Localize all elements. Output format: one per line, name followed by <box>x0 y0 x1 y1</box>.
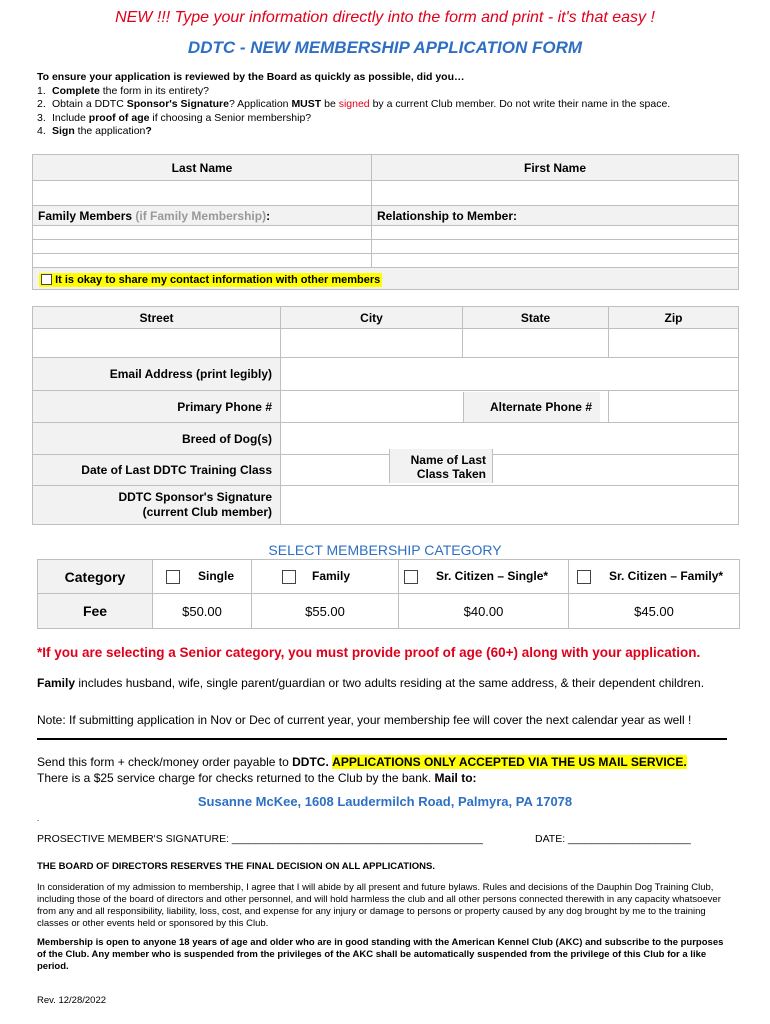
primary-phone-field[interactable] <box>281 391 609 423</box>
breed-field[interactable] <box>281 423 739 455</box>
primary-phone-input[interactable] <box>281 392 463 422</box>
intro-heading: To ensure your application is reviewed by the Board as quickly as possible, did you… <box>37 71 465 83</box>
alternate-phone-field[interactable] <box>609 391 739 423</box>
email-label: Email Address (print legibly) <box>33 358 281 391</box>
zip-header: Zip <box>609 307 739 329</box>
first-name-header: First Name <box>372 155 739 181</box>
membership-heading: SELECT MEMBERSHIP CATEGORY <box>268 542 502 558</box>
last-class-name-field[interactable] <box>493 455 738 485</box>
last-name-header: Last Name <box>33 155 372 181</box>
checkbox-single[interactable] <box>166 570 180 584</box>
revision-date: Rev. 12/28/2022 <box>37 995 107 1006</box>
checkbox-family[interactable] <box>282 570 296 584</box>
mailing-address: Susanne McKee, 1608 Laudermilch Road, Palmyra, PA 17078 <box>197 794 573 809</box>
share-contact-row <box>33 268 739 290</box>
date-line[interactable]: DATE: _____________________ <box>535 833 691 845</box>
breed-label: Breed of Dog(s) <box>33 423 281 455</box>
alternate-phone-label: Alternate Phone # <box>463 392 600 422</box>
nov-dec-note: Note: If submitting application in Nov or Dec of current year, your membership fee will cover the next calendar year as well ! <box>37 713 692 727</box>
intro-item-4: 4. Sign the application? <box>37 125 152 137</box>
last-class-row <box>281 455 739 486</box>
eligibility-text: Membership is open to anyone 18 years of age and older who are in good standing with the American Kennel Club (AKC) and subscribe to the purposes of the Club. Any member who is suspended from the privileges of the AKC shall be automatically suspended from the privilege of this Club for a like period. <box>37 937 724 972</box>
intro-checklist <box>37 71 670 139</box>
membership-table <box>37 559 740 629</box>
family-member-field[interactable] <box>33 226 372 240</box>
fee-label: Fee <box>38 594 153 629</box>
share-contact-label[interactable]: It is okay to share my contact information with other members <box>39 273 382 287</box>
street-field[interactable] <box>33 329 281 358</box>
option-sr-family[interactable]: Sr. Citizen – Family* <box>569 560 740 594</box>
city-field[interactable] <box>281 329 463 358</box>
sponsor-signature-field[interactable] <box>281 486 739 525</box>
family-member-field[interactable] <box>33 254 372 268</box>
option-single[interactable]: Single <box>153 560 252 594</box>
street-header: Street <box>33 307 281 329</box>
state-header: State <box>463 307 609 329</box>
name-table <box>32 154 739 290</box>
fee-sr-single: $40.00 <box>399 594 569 629</box>
option-family[interactable]: Family <box>252 560 399 594</box>
state-field[interactable] <box>463 329 609 358</box>
family-member-field[interactable] <box>33 240 372 254</box>
last-class-date-label: Date of Last DDTC Training Class <box>33 455 281 486</box>
option-sr-single[interactable]: Sr. Citizen – Single* <box>399 560 569 594</box>
first-name-field[interactable] <box>372 181 739 206</box>
intro-item-3: 3. Include proof of age if choosing a Senior membership? <box>37 111 312 124</box>
last-name-field[interactable] <box>33 181 372 206</box>
last-class-date-field[interactable] <box>281 455 389 485</box>
form-title: DDTC - NEW MEMBERSHIP APPLICATION FORM <box>187 38 583 57</box>
zip-field[interactable] <box>609 329 739 358</box>
family-members-header: Family Members (if Family Membership): <box>33 206 372 226</box>
fee-single: $50.00 <box>153 594 252 629</box>
relationship-field[interactable] <box>372 254 739 268</box>
primary-phone-label: Primary Phone # <box>33 391 281 423</box>
address-table <box>32 306 739 525</box>
senior-proof-note: *If you are selecting a Senior category, you must provide proof of age (60+) along with your application. <box>37 645 701 660</box>
intro-item-1: 1. Complete the form in its entirety? <box>37 84 209 97</box>
relationship-field[interactable] <box>372 240 739 254</box>
checkbox-sr-family[interactable] <box>577 570 591 584</box>
intro-item-2: 2. Obtain a DDTC Sponsor's Signature? Application MUST be signed by a current Club member. Do not write their name in the space. <box>37 98 671 110</box>
dot: . <box>37 814 40 823</box>
checkbox-sr-single[interactable] <box>404 570 418 584</box>
relationship-field[interactable] <box>372 226 739 240</box>
email-field[interactable] <box>281 358 739 391</box>
new-banner: NEW !!! Type your information directly into the form and print - it's that easy ! <box>115 9 655 26</box>
family-definition: Family includes husband, wife, single parent/guardian or two adults residing at the same address, & their dependent children. <box>37 676 705 690</box>
send-instructions: Send this form + check/money order payable to DDTC. APPLICATIONS ONLY ACCEPTED VIA THE US MAIL SERVICE. There is a $25 service charge for checks returned to the Club by the bank. Mail to: <box>37 755 687 785</box>
board-reserves: THE BOARD OF DIRECTORS RESERVES THE FINAL DECISION ON ALL APPLICATIONS. <box>37 861 435 872</box>
last-class-name-label: Name of Last Class Taken <box>389 449 493 483</box>
share-contact-checkbox[interactable] <box>41 274 52 285</box>
divider <box>37 738 727 740</box>
sponsor-label: DDTC Sponsor's Signature (current Club member) <box>33 486 281 525</box>
signature-line[interactable]: PROSECTIVE MEMBER'S SIGNATURE: ___________________________________________ <box>37 833 484 845</box>
city-header: City <box>281 307 463 329</box>
fee-sr-family: $45.00 <box>569 594 740 629</box>
category-label: Category <box>38 560 153 594</box>
fee-family: $55.00 <box>252 594 399 629</box>
relationship-header: Relationship to Member: <box>372 206 739 226</box>
consideration-text: In consideration of my admission to membership, I agree that I will abide by all present and future bylaws. Rules and decisions of the Dauphin Dog Training Club, including those of the board of directors and other personnel, and will hold harmless the club and all other persons connected therewith in any capacity whatsoever from any and all responsibility, liability, loss, cost, and expense for any injury or damage to persons or property caused by any dog brought by me to the training classes or other events held or sponsored by this Club. <box>37 882 721 929</box>
